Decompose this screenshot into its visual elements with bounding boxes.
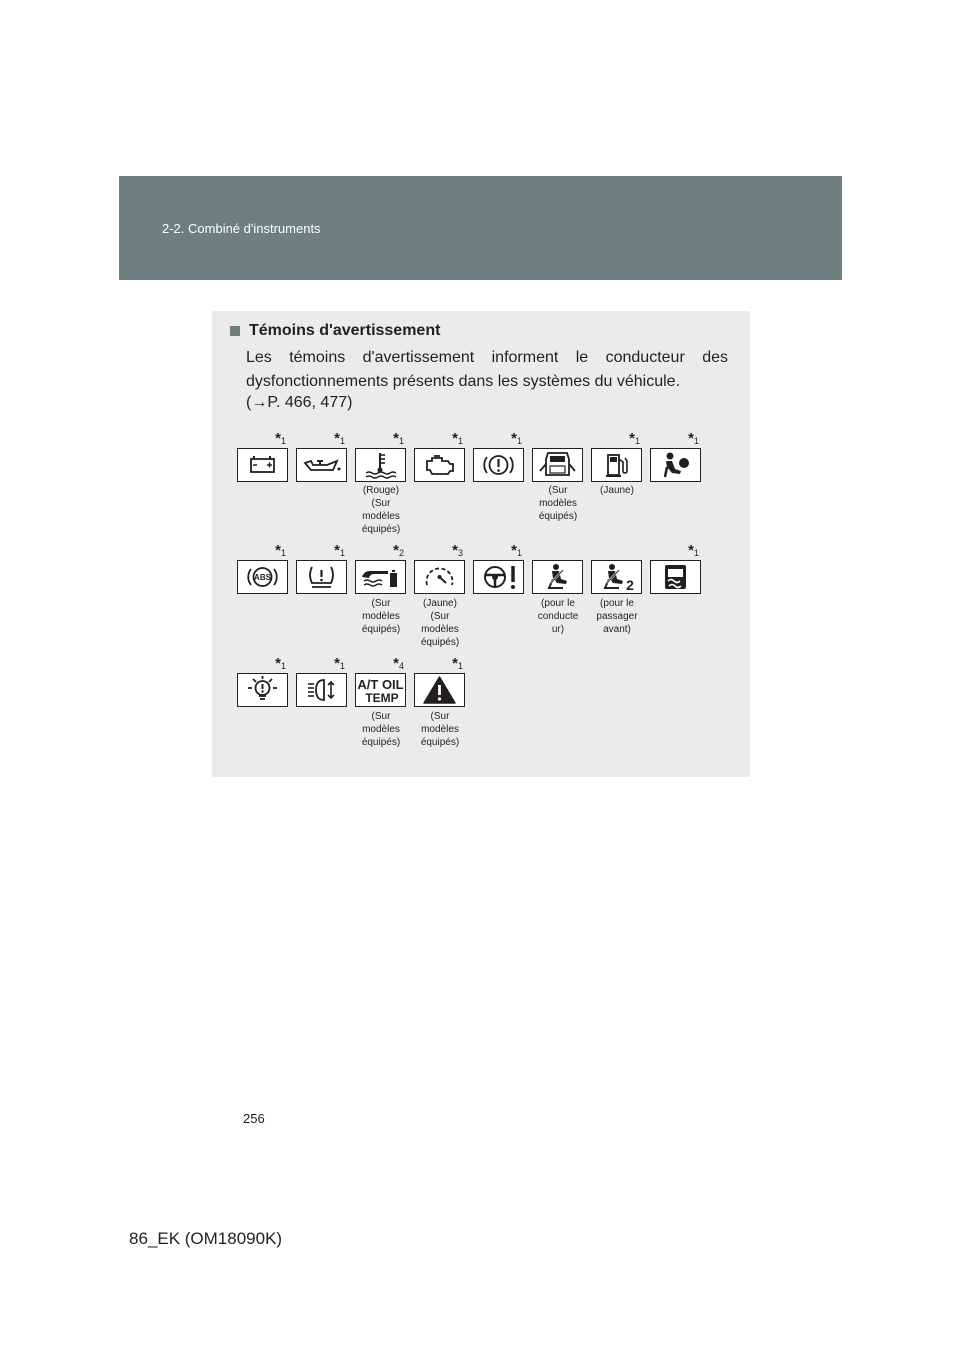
page-number: 256 <box>243 1111 265 1126</box>
note-speedometer: (Jaune) (Sur modèles équipés) <box>420 598 460 648</box>
footnote-star: $*_1$ <box>275 542 286 559</box>
section-title: 2-2. Combiné d'instruments <box>162 221 321 236</box>
footnote-star: $*_4$ <box>393 655 404 672</box>
document-code: 86_EK (OM18090K) <box>129 1229 283 1248</box>
note-passenger-belt: (pour le passager avant) <box>596 598 638 635</box>
footnote-star: $*_2$ <box>393 542 404 559</box>
passenger-digit: 2 <box>626 577 634 593</box>
master-warning-icon <box>414 673 465 707</box>
footnote-star: $*_1$ <box>393 430 404 447</box>
footnote-star: $*_1$ <box>275 430 286 447</box>
note-coolant: (Rouge) (Sur modèles équipés) <box>361 485 401 535</box>
speed-warning-icon <box>414 560 465 594</box>
low-fuel-icon <box>591 448 642 482</box>
abs-icon <box>237 560 288 594</box>
footnote-star: $*_1$ <box>275 655 286 672</box>
footnote-star: $*_1$ <box>511 542 522 559</box>
note-at-oil: (Sur modèles équipés) <box>361 711 401 748</box>
note-master-warning: (Sur modèles équipés) <box>420 711 460 748</box>
at-oil-line1: A/T OIL <box>357 677 404 692</box>
footnote-star: $*_1$ <box>452 655 463 672</box>
abs-label: ABS <box>254 573 271 582</box>
srs-airbag-icon <box>650 448 701 482</box>
footnote-star: $*_1$ <box>334 655 345 672</box>
note-oil-level: (Sur modèles équipés) <box>361 598 401 635</box>
at-oil-line2: TEMP <box>365 691 399 705</box>
footnote-star: $*_1$ <box>452 430 463 447</box>
footnote-star: $*_1$ <box>629 430 640 447</box>
footnote-star: $*_1$ <box>511 430 522 447</box>
panel-heading-text: Témoins d'avertissement <box>249 322 441 339</box>
footnote-star: $*_1$ <box>334 430 345 447</box>
oil-level-icon <box>355 560 406 594</box>
header-band <box>119 176 842 280</box>
headlight-leveling-icon <box>296 673 347 707</box>
passenger-seatbelt-icon <box>591 560 642 594</box>
oil-pressure-icon <box>296 448 347 482</box>
footnote-star: $*_1$ <box>688 430 699 447</box>
page-reference: (→P. 466, 477) <box>246 394 353 411</box>
lamp-failure-icon <box>237 673 288 707</box>
tire-pressure-icon <box>296 560 347 594</box>
bullet-square-icon <box>230 326 240 336</box>
footnote-star: $*_3$ <box>452 542 463 559</box>
check-engine-icon <box>414 448 465 482</box>
footnote-star: $*_1$ <box>688 542 699 559</box>
battery-warning-icon <box>237 448 288 482</box>
footnote-star: $*_1$ <box>334 542 345 559</box>
note-driver-belt: (pour le conducte ur) <box>537 598 579 635</box>
coolant-temp-icon <box>355 448 406 482</box>
driver-seatbelt-icon <box>532 560 583 594</box>
door-open-icon <box>532 448 583 482</box>
brake-system-icon <box>473 448 524 482</box>
note-door: (Sur modèles équipés) <box>538 485 578 522</box>
note-fuel: (Jaune) <box>600 485 634 496</box>
power-steering-icon <box>473 560 524 594</box>
at-oil-temp-icon <box>355 673 406 707</box>
slip-indicator-icon <box>650 560 701 594</box>
panel-heading <box>230 322 440 340</box>
panel-body-text: Les témoins d'avertissement informent le conducteur des dysfonctionnements présents dans les systèmes du véhicule. <box>246 349 728 390</box>
